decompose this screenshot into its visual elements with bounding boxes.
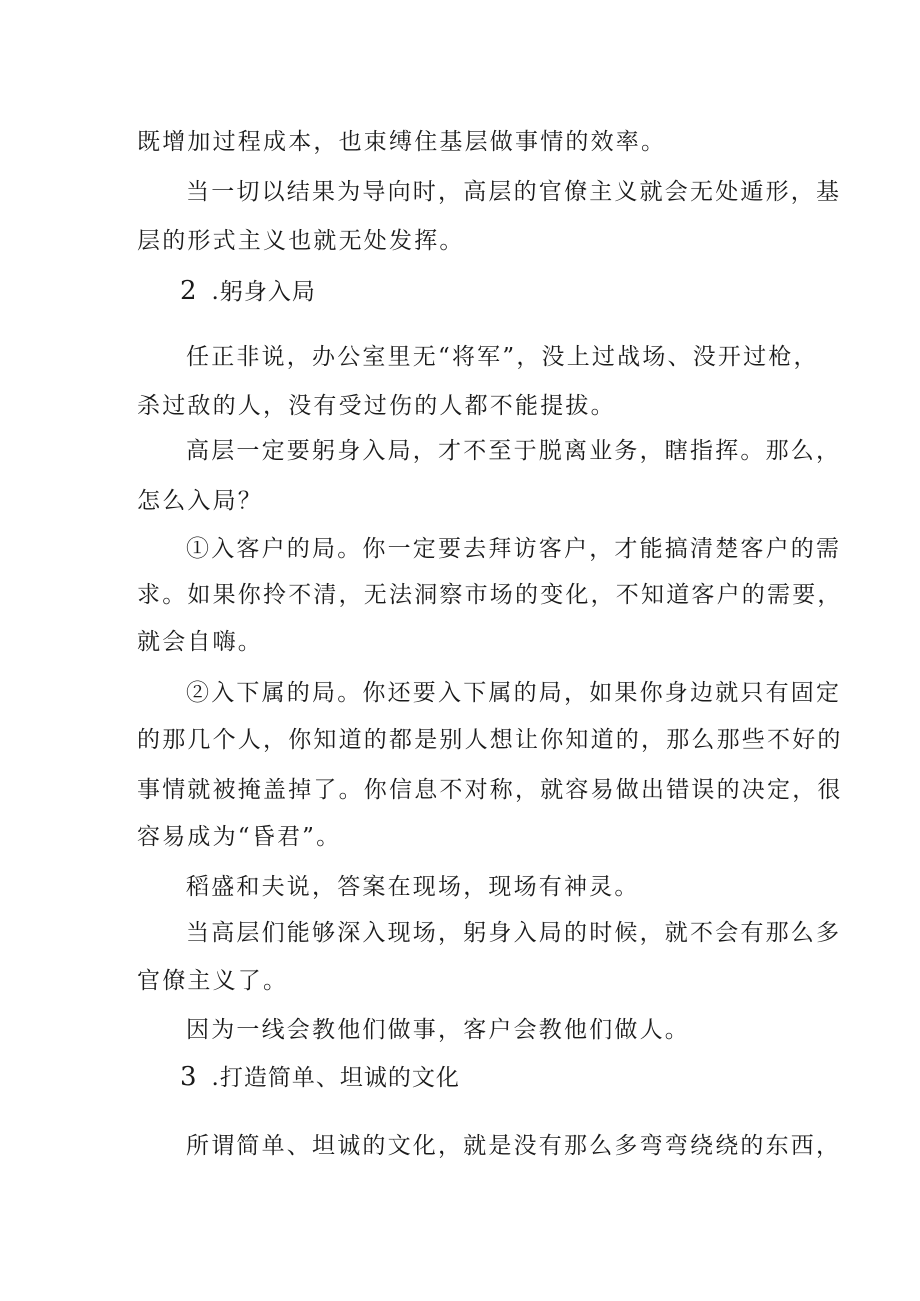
paragraph-line: 当一切以结果为导向时，高层的官僚主义就会无处遁形，基: [186, 179, 842, 205]
section-number: 2: [180, 276, 198, 306]
section-title: .打造简单、坦诚的文化: [211, 1065, 460, 1091]
paragraph-line: 既增加过程成本，也束缚住基层做事情的效率。: [137, 129, 667, 155]
paragraph-line: 怎么入局？: [137, 488, 263, 514]
paragraph-line: 事情就被掩盖掉了。你信息不对称，就容易做出错误的决定，很: [137, 777, 843, 803]
paragraph-line: 任正非说，办公室里无“将军”，没上过战场、没开过枪，: [186, 344, 819, 370]
paragraph-line: 容易成为“昏君”。: [137, 824, 342, 850]
paragraph-line: 求。如果你拎不清，无法洞察市场的变化，不知道客户的需要，: [137, 582, 843, 608]
paragraph-line: 层的形式主义也就无处发挥。: [137, 228, 465, 254]
paragraph-line: 稻盛和夫说，答案在现场，现场有神灵。: [186, 874, 640, 900]
paragraph-line: ②入下属的局。你还要入下属的局，如果你身边就只有固定: [186, 680, 842, 706]
paragraph-line: 的那几个人，你知道的都是别人想让你知道的，那么那些不好的: [137, 727, 843, 753]
paragraph-line: 就会自嗨。: [137, 629, 263, 655]
paragraph-line: 官僚主义了。: [137, 968, 289, 994]
section-heading-2: [180, 276, 316, 307]
paragraph-line: 高层一定要躬身入局，才不至于脱离业务，瞎指挥。那么，: [186, 438, 842, 464]
section-title: .躬身入局: [211, 279, 316, 305]
paragraph-line: 所谓简单、坦诚的文化，就是没有那么多弯弯绕绕的东西，: [186, 1133, 842, 1159]
paragraph-line: 因为一线会教他们做事，客户会教他们做人。: [186, 1017, 690, 1043]
paragraph-line: ①入客户的局。你一定要去拜访客户，才能搞清楚客户的需: [186, 536, 842, 562]
section-number: 3: [180, 1062, 198, 1092]
paragraph-line: 当高层们能够深入现场，躬身入局的时候，就不会有那么多: [186, 920, 842, 946]
section-heading-3: [180, 1062, 460, 1093]
paragraph-line: 杀过敌的人，没有受过伤的人都不能提拔。: [137, 393, 616, 419]
